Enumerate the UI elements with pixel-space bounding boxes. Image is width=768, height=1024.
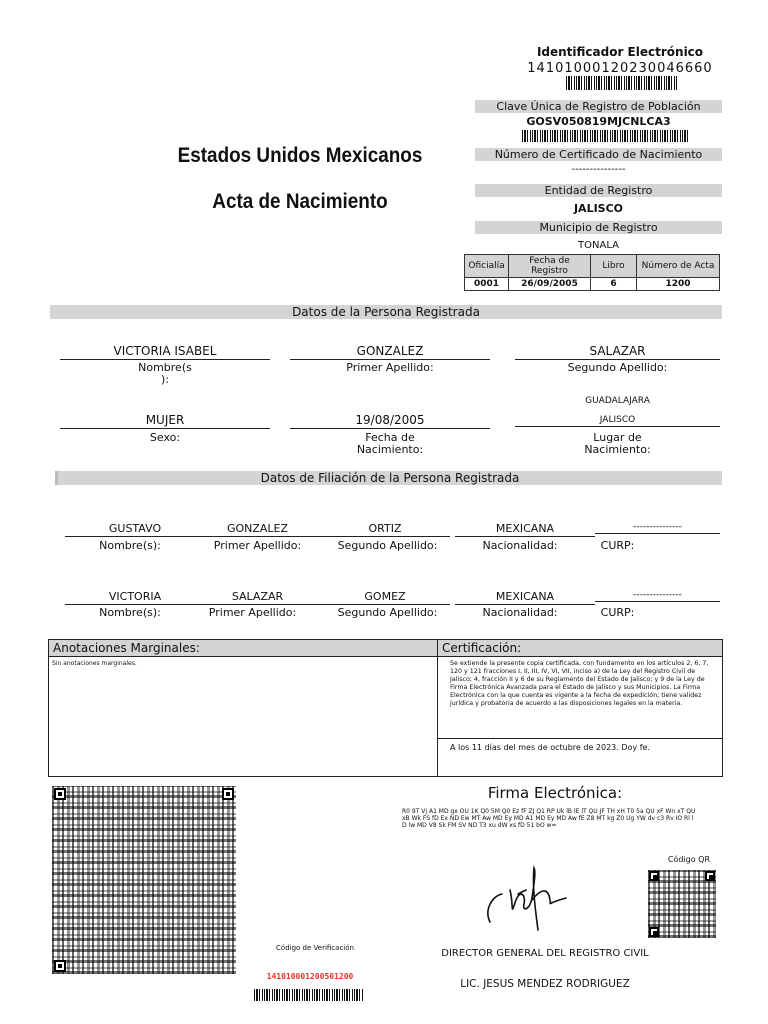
persona-primer-apellido-label: Primer Apellido: [346,361,434,374]
madre-nacionalidad: MEXICANA [455,590,595,605]
certificacion-text: Se extiende la presente copia certificada, con fundamento en los artículos 2, 6, 7, 120 y 121 fracciones I, II, III, IV, VI, VII, inciso a) de la Ley del Registro Civil de Jalisco; 4, fracción II y 6 de su Reglamento del Estado de Jalisco; y 9 de la Ley de Firma Electrónica Avanzada para el Estado de Jalisco y sus Municipios. La Firma Electrónica con la que cuenta es vigente a la fecha de expedición; tiene validez jurídica y probatoria de acuerdo a las disposiciones legales en la materia. [438,657,722,739]
persona-fecha-label: Fecha de Nacimiento: [356,431,424,456]
identificador-value: 14101000120230046660 [527,61,713,76]
persona-nombres: VICTORIA ISABEL [60,344,270,360]
padre-primer-label: Primer Apellido: [213,539,302,552]
curp-barcode [522,130,690,142]
country-title: Estados Unidos Mexicanos [177,144,423,167]
certificado-label: Número de Certificado de Nacimiento [475,148,722,161]
padre-nombre-label: Nombre(s): [99,539,161,552]
verificacion-label: Código de Verificación [276,944,354,952]
entidad-value: JALISCO [573,202,624,215]
persona-section-title: Datos de la Persona Registrada [50,305,722,319]
firma-title: Firma Electrónica: [487,784,623,802]
madre-nacionalidad-label: Nacionalidad: [482,606,558,619]
td-fecha-registro: 26/09/2005 [509,278,591,291]
anotaciones-certificacion-box [48,639,723,777]
verification-qr-code [52,786,236,974]
th-fecha-registro: Fecha de Registro [509,255,591,278]
padre-nacionalidad: MEXICANA [455,522,595,537]
certificacion-fecha: A los 11 días del mes de octubre de 2023. Doy fe. [450,743,650,752]
persona-lugar-estado: JALISCO [515,415,720,427]
qr-label: Código QR [667,855,710,864]
td-numero-acta: 1200 [637,278,720,291]
madre-nombre-label: Nombre(s): [99,606,161,619]
madre-segundo-apellido: GOMEZ [320,590,450,605]
padre-curp: --------------- [595,522,720,534]
persona-lugar-ciudad: GUADALAJARA [585,396,650,406]
anotaciones-text: Sin anotaciones marginales. [52,660,137,667]
director-name: LIC. JESUS MENDEZ RODRIGUEZ [460,978,630,990]
verificacion-barcode [254,989,364,1001]
certificado-value: --------------- [571,164,626,175]
persona-segundo-apellido: SALAZAR [515,344,720,360]
td-oficialia: 0001 [465,278,509,291]
padre-nacionalidad-label: Nacionalidad: [482,539,558,552]
madre-curp-label: CURP: [600,606,635,619]
padre-segundo-apellido: ORTIZ [320,522,450,537]
td-libro: 6 [591,278,637,291]
padre-segundo-label: Segundo Apellido: [337,539,438,552]
identificador-barcode [566,76,678,90]
director-title: DIRECTOR GENERAL DEL REGISTRO CIVIL [441,948,649,959]
madre-nombre: VICTORIA [65,590,205,605]
verificacion-value: 141010001200501200 [266,972,354,981]
certificacion-panel [438,640,722,776]
madre-curp: --------------- [595,590,720,602]
persona-sexo: MUJER [60,413,270,429]
municipio-label: Municipio de Registro [475,221,722,234]
persona-segundo-apellido-label: Segundo Apellido: [567,361,668,374]
municipio-value: TONALA [578,240,619,251]
small-qr-code [648,870,716,938]
identificador-label: Identificador Electrónico [536,45,704,59]
padre-primer-apellido: GONZALEZ [195,522,320,537]
th-numero-acta: Número de Acta [637,255,720,278]
madre-primer-apellido: SALAZAR [195,590,320,605]
padre-nombre: GUSTAVO [65,522,205,537]
anotaciones-title: Anotaciones Marginales: [49,640,437,657]
padre-curp-label: CURP: [600,539,635,552]
persona-fecha-nacimiento: 19/08/2005 [290,413,490,429]
persona-primer-apellido: GONZALEZ [290,344,490,360]
th-oficialia: Oficialía [465,255,509,278]
registro-table [464,254,720,291]
certificacion-title: Certificación: [438,640,722,657]
persona-nombres-label: Nombre(s ): [138,361,192,386]
director-signature [470,860,590,940]
persona-lugar-label: Lugar de Nacimiento: [584,431,651,456]
madre-segundo-label: Segundo Apellido: [337,606,438,619]
firma-hash: R0 9T Vj A1 MD gx OU 1K Q0 5M Q0 Ez fF ZJ Q1 RP Uk lB lE lT QU JF TH xH T0 5a QU xF Wn xT QU xB Wk FS fD Ex ND Ew MT Aw MD Ey MD A1 MD Ey MD Aw fE Z8 MT kg Z0 Ug YW dv c3 Rv IO Rl lD lw MD V8 Sk FM SV ND T3 xu dW xs fD 51 bO w= [402,808,696,829]
persona-sexo-label: Sexo: [149,431,181,444]
curp-label: Clave Única de Registro de Población [475,100,722,113]
doc-title: Acta de Nacimiento [212,190,388,213]
madre-primer-label: Primer Apellido: [208,606,297,619]
entidad-label: Entidad de Registro [475,184,722,197]
filiacion-section-title: Datos de Filiación de la Persona Registrada [55,471,722,485]
curp-value: GOSV050819MJCNLCA3 [526,115,671,128]
anotaciones-panel [49,640,438,776]
th-libro: Libro [591,255,637,278]
